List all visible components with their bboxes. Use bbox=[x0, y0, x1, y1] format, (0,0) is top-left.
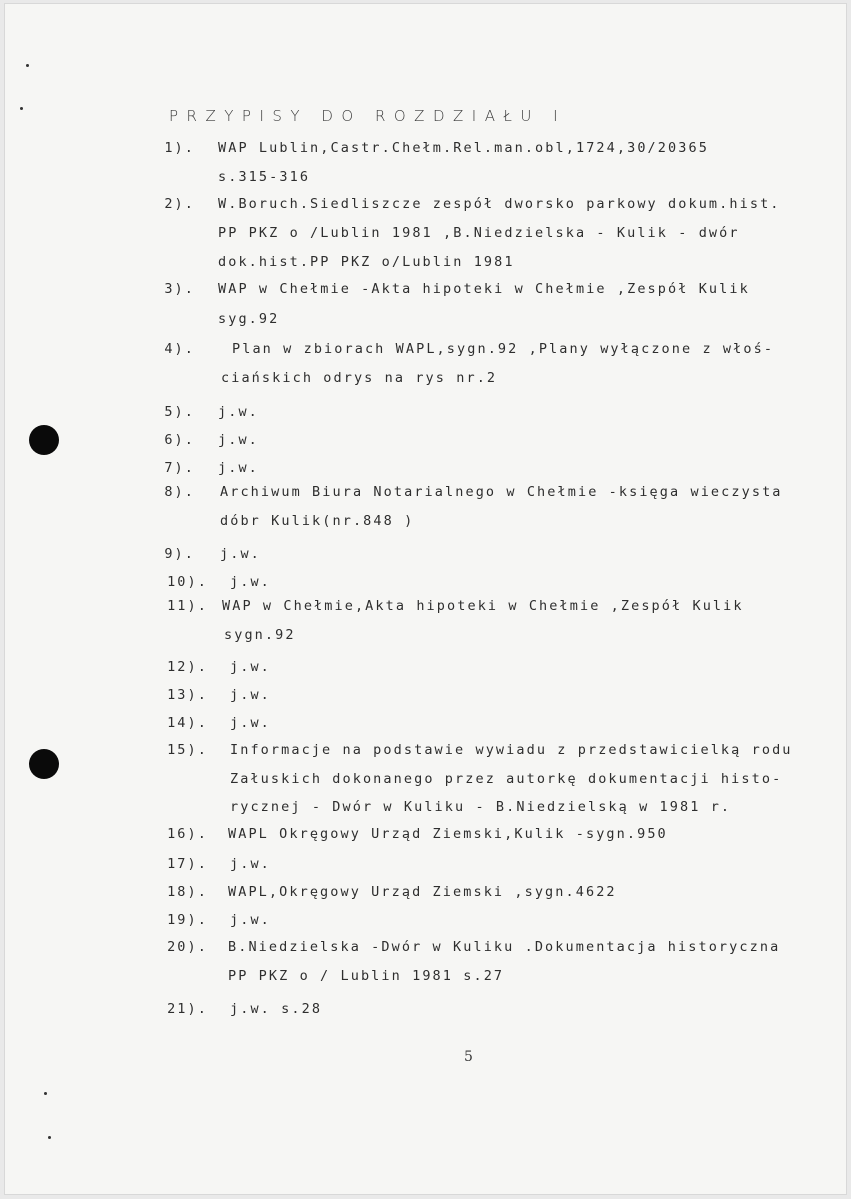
page-number: 5 bbox=[464, 1049, 473, 1065]
footnote-number: 11). bbox=[167, 598, 208, 614]
page-heading: PRZYPISY DO ROZDZIAŁU I bbox=[169, 107, 567, 125]
footnote-number: 19). bbox=[167, 912, 208, 928]
footnote-number: 9). bbox=[164, 546, 195, 562]
footnote-number: 4). bbox=[164, 341, 195, 357]
footnote-number: 21). bbox=[167, 1001, 208, 1017]
footnote-text: j.w. s.28 bbox=[230, 1001, 323, 1017]
footnote-text: rycznej - Dwór w Kuliku - B.Niedzielską w 1981 r. bbox=[230, 799, 732, 815]
footnote-number: 10). bbox=[167, 574, 208, 590]
footnote-text: j.w. bbox=[218, 404, 259, 420]
punch-hole-top bbox=[29, 425, 59, 455]
footnote-text: dóbr Kulik(nr.848 ) bbox=[220, 513, 415, 529]
footnote-text: s.315-316 bbox=[218, 169, 311, 185]
footnote-number: 2). bbox=[164, 196, 195, 212]
footnote-text: PP PKZ o / Lublin 1981 s.27 bbox=[228, 968, 505, 984]
footnote-number: 20). bbox=[167, 939, 208, 955]
footnote-text: dok.hist.PP PKZ o/Lublin 1981 bbox=[218, 254, 515, 270]
footnote-number: 12). bbox=[167, 659, 208, 675]
footnote-number: 16). bbox=[167, 826, 208, 842]
footnote-text: PP PKZ o /Lublin 1981 ,B.Niedzielska - Kulik - dwór bbox=[218, 225, 740, 241]
footnote-number: 17). bbox=[167, 856, 208, 872]
footnote-text: j.w. bbox=[230, 687, 271, 703]
footnote-text: j.w. bbox=[230, 715, 271, 731]
footnote-text: Plan w zbiorach WAPL,sygn.92 ,Plany wyłączone z włoś- bbox=[232, 341, 775, 357]
footnote-number: 6). bbox=[164, 432, 195, 448]
paper-speck bbox=[48, 1136, 51, 1139]
document-page bbox=[4, 3, 847, 1195]
footnote-number: 7). bbox=[164, 460, 195, 476]
footnote-text: Archiwum Biura Notarialnego w Chełmie -księga wieczysta bbox=[220, 484, 783, 500]
footnote-number: 13). bbox=[167, 687, 208, 703]
footnote-text: j.w. bbox=[218, 460, 259, 476]
footnote-text: WAP Lublin,Castr.Chełm.Rel.man.obl,1724,30/20365 bbox=[218, 140, 709, 156]
footnote-text: j.w. bbox=[230, 856, 271, 872]
footnote-text: j.w. bbox=[230, 659, 271, 675]
footnote-text: WAPL,Okręgowy Urząd Ziemski ,sygn.4622 bbox=[228, 884, 617, 900]
footnote-number: 3). bbox=[164, 281, 195, 297]
footnote-text: j.w. bbox=[230, 574, 271, 590]
footnote-text: ciańskich odrys na rys nr.2 bbox=[221, 370, 498, 386]
footnote-text: j.w. bbox=[218, 432, 259, 448]
footnote-number: 5). bbox=[164, 404, 195, 420]
footnote-number: 18). bbox=[167, 884, 208, 900]
footnote-text: WAP w Chełmie -Akta hipoteki w Chełmie ,Zespół Kulik bbox=[218, 281, 750, 297]
footnote-text: Informacje na podstawie wywiadu z przedstawicielką rodu bbox=[230, 742, 793, 758]
punch-hole-bottom bbox=[29, 749, 59, 779]
footnote-text: j.w. bbox=[220, 546, 261, 562]
paper-speck bbox=[20, 107, 23, 110]
footnote-text: j.w. bbox=[230, 912, 271, 928]
footnote-number: 15). bbox=[167, 742, 208, 758]
footnote-text: syg.92 bbox=[218, 311, 280, 327]
footnote-number: 8). bbox=[164, 484, 195, 500]
footnote-text: WAP w Chełmie,Akta hipoteki w Chełmie ,Zespół Kulik bbox=[222, 598, 744, 614]
paper-speck bbox=[44, 1092, 47, 1095]
footnote-text: sygn.92 bbox=[224, 627, 296, 643]
paper-speck bbox=[26, 64, 29, 67]
footnote-number: 14). bbox=[167, 715, 208, 731]
footnote-text: WAPL Okręgowy Urząd Ziemski,Kulik -sygn.950 bbox=[228, 826, 668, 842]
footnote-text: Załuskich dokonanego przez autorkę dokumentacji histo- bbox=[230, 771, 783, 787]
footnote-number: 1). bbox=[164, 140, 195, 156]
footnote-text: W.Boruch.Siedliszcze zespół dworsko parkowy dokum.hist. bbox=[218, 196, 781, 212]
footnote-text: B.Niedzielska -Dwór w Kuliku .Dokumentacja historyczna bbox=[228, 939, 781, 955]
